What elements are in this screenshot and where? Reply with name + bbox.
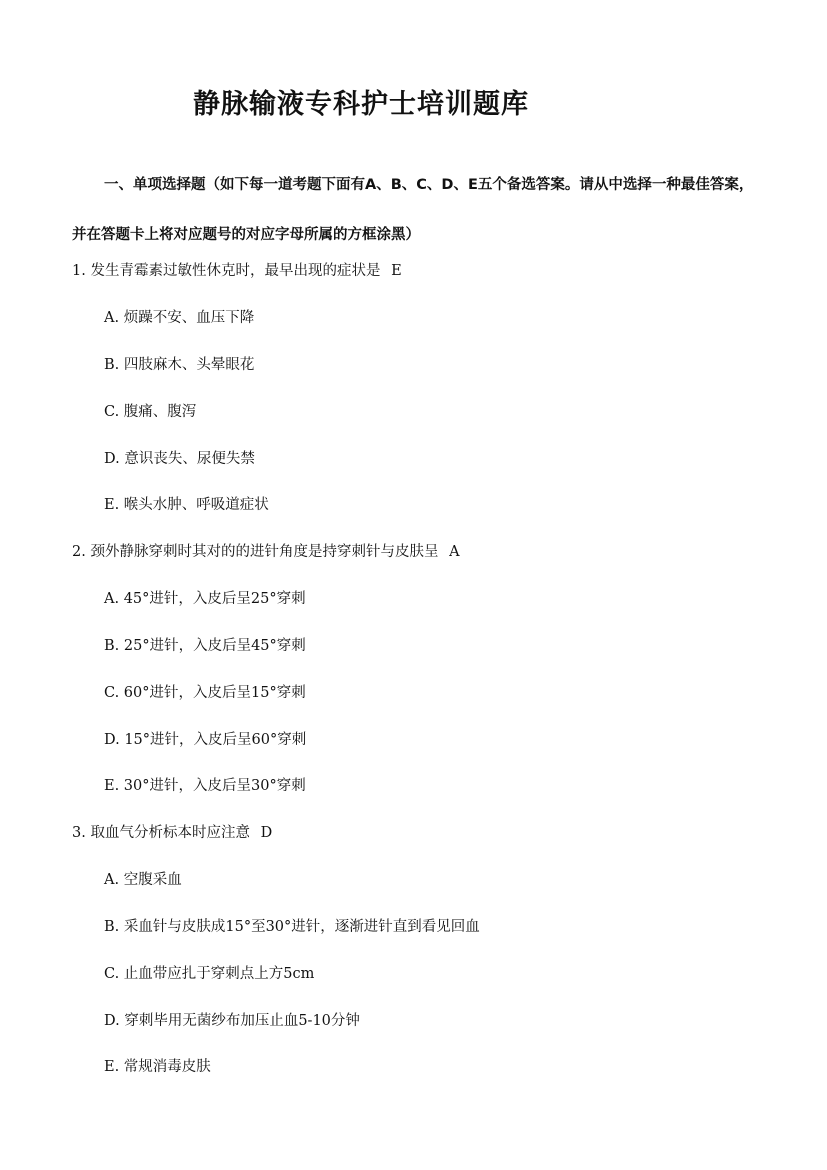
question-text: 取血气分析标本时应注意 bbox=[90, 825, 250, 841]
section-heading: 一、单项选择题（如下每一道考题下面有A、B、C、D、E五个备选答案。请从中选择一种最佳答案，并在答题卡上将对应题号的对应字母所属的方框涂黑） bbox=[72, 177, 754, 243]
option-2c: C. 60°进针，入皮后呈15°穿刺 bbox=[104, 685, 306, 701]
option-3c: C. 止血带应扎于穿刺点上方5cm bbox=[104, 966, 315, 982]
question-number: 2. bbox=[72, 544, 86, 560]
question-3 bbox=[72, 821, 272, 842]
option-1e: E. 喉头水肿、呼吸道症状 bbox=[104, 497, 269, 513]
option-3d: D. 穿刺毕用无菌纱布加压止血5-10分钟 bbox=[104, 1013, 360, 1029]
option-1d: D. 意识丧失、尿便失禁 bbox=[104, 451, 255, 467]
option-1b: B. 四肢麻木、头晕眼花 bbox=[104, 357, 255, 373]
option-1a: A. 烦躁不安、血压下降 bbox=[104, 310, 255, 326]
question-2 bbox=[72, 540, 460, 561]
option-2a: A. 45°进针，入皮后呈25°穿刺 bbox=[104, 591, 306, 607]
question-answer: E bbox=[391, 263, 402, 279]
option-1c: C. 腹痛、腹泻 bbox=[104, 404, 197, 420]
option-2b: B. 25°进针，入皮后呈45°穿刺 bbox=[104, 638, 306, 654]
option-3a: A. 空腹采血 bbox=[104, 872, 182, 888]
option-3b: B. 采血针与皮肤成15°至30°进针，逐渐进针直到看见回血 bbox=[104, 919, 480, 935]
option-3e: E. 常规消毒皮肤 bbox=[104, 1059, 211, 1075]
question-answer: A bbox=[449, 544, 460, 560]
page-title: 静脉输液专科护士培训题库 bbox=[193, 89, 529, 120]
question-number: 1. bbox=[72, 263, 86, 279]
question-number: 3. bbox=[72, 825, 86, 841]
option-2e: E. 30°进针，入皮后呈30°穿刺 bbox=[104, 778, 306, 794]
question-text: 颈外静脉穿刺时其对的的进针角度是持穿刺针与皮肤呈 bbox=[90, 544, 439, 560]
option-2d: D. 15°进针，入皮后呈60°穿刺 bbox=[104, 732, 307, 748]
question-1 bbox=[72, 259, 402, 280]
question-text: 发生青霉素过敏性休克时，最早出现的症状是 bbox=[90, 263, 381, 279]
question-answer: D bbox=[260, 825, 273, 841]
